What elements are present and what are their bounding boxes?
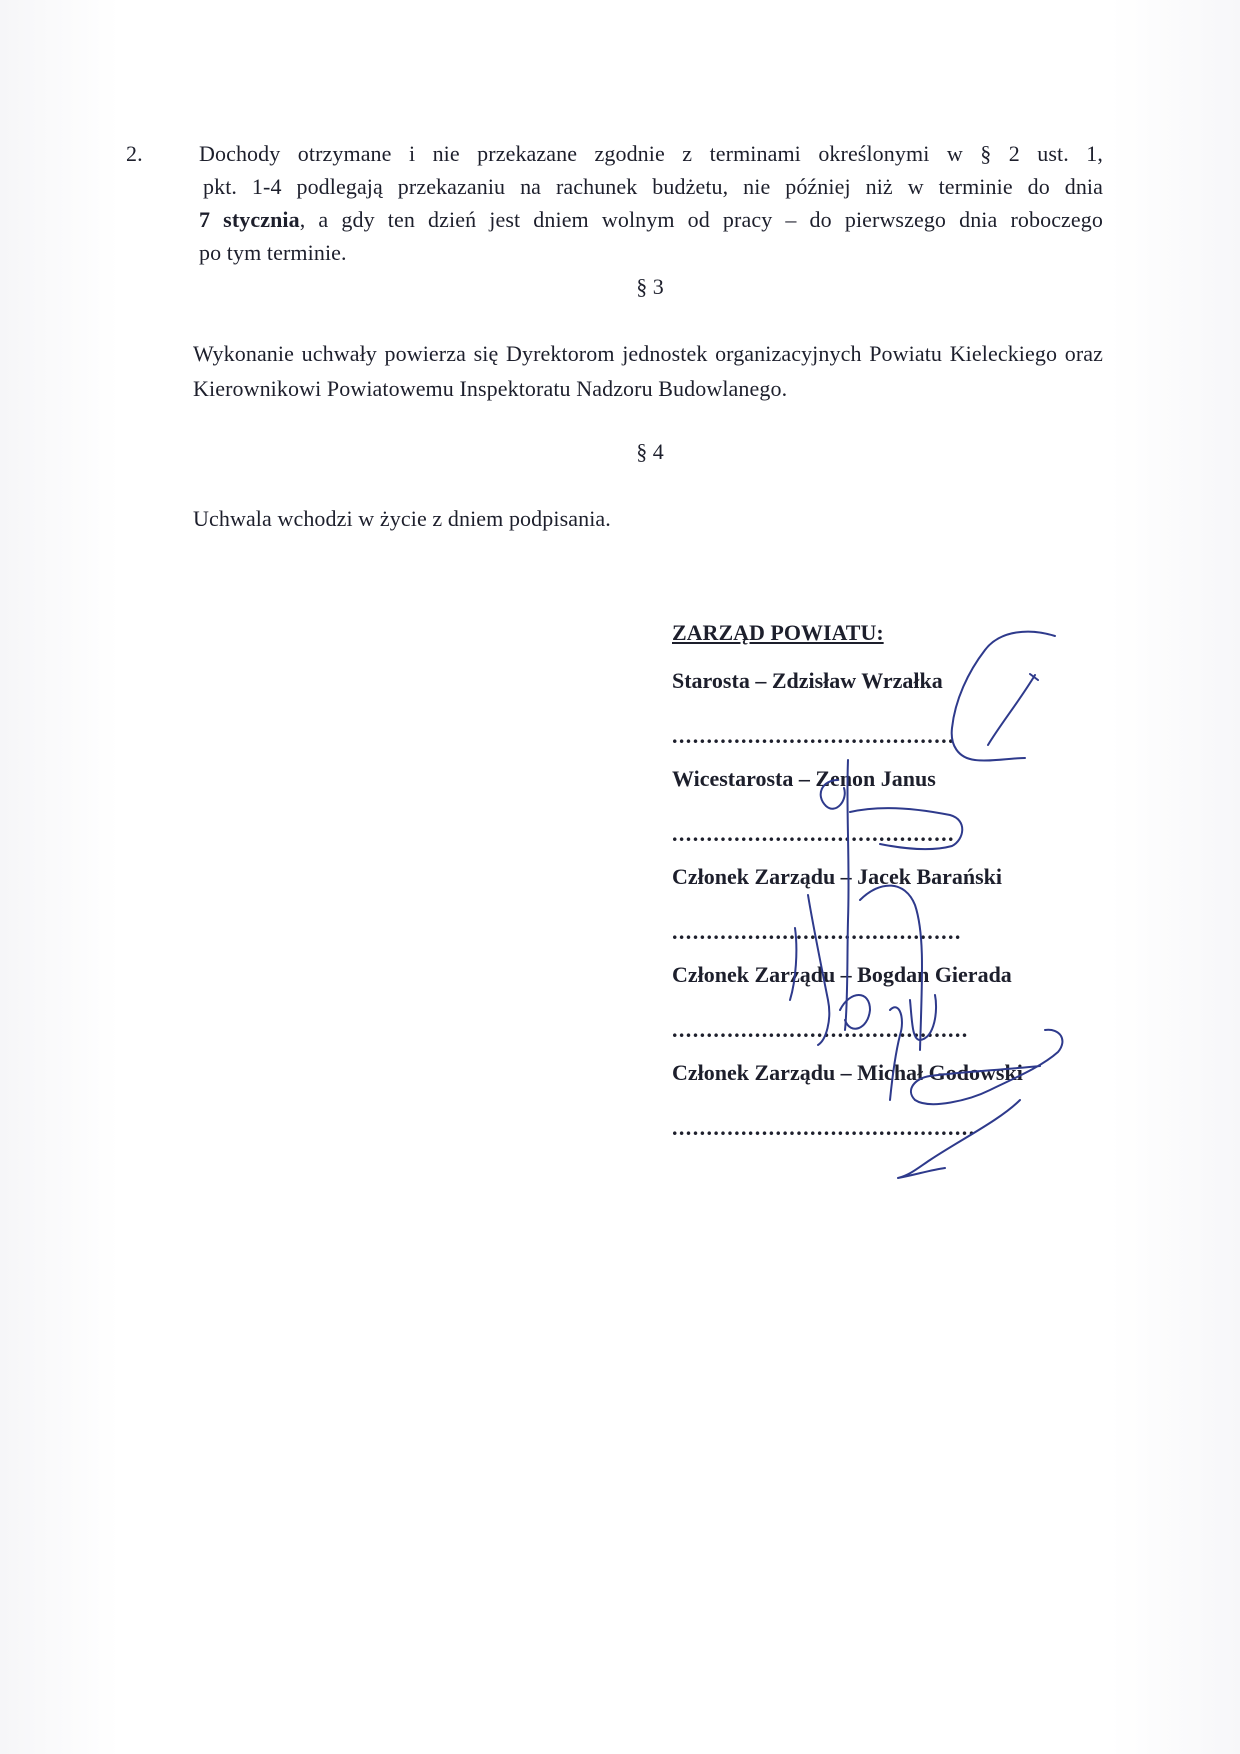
signature-line-godowski: ............................................ — [672, 1115, 976, 1140]
member-godowski: Członek Zarządu – Michał Godowski — [672, 1060, 1023, 1085]
member-baranski: Członek Zarządu – Jacek Barański — [672, 864, 1003, 889]
board-heading: ZARZĄD POWIATU: — [672, 620, 884, 645]
signature-line-gierada: ........................................... — [672, 1017, 969, 1042]
signature-line-baranski: .......................................... — [672, 919, 962, 944]
item-2-line-4: po tym terminie. — [199, 240, 347, 265]
signature-line-starosta: ......................................... — [672, 723, 955, 748]
item-2-line-2: pkt. 1-4 podlegają przekazaniu na rachunek budżetu, nie później niż w terminie do dnia — [203, 174, 1103, 199]
member-gierada: Członek Zarządu – Bogdan Gierada — [672, 962, 1012, 987]
signature-line-wicestarosta: ......................................... — [672, 821, 955, 846]
section-4-body: Uchwala wchodzi w życie z dniem podpisania. — [193, 506, 611, 531]
section-3-body: Wykonanie uchwały powierza się Dyrektorom jednostek organizacyjnych Powiatu Kieleckiego oraz Kierownikowi Powiatowemu Inspektoratu Nadzoru Budowlanego. — [193, 341, 1103, 401]
item-2-line-3 — [199, 203, 1103, 236]
section-4-heading: § 4 — [636, 439, 664, 464]
item-2-line-3-rest: , a gdy ten dzień jest dniem wolnym od pracy – do pierwszego dnia roboczego — [299, 207, 1103, 232]
item-number: 2. — [126, 141, 143, 166]
item-2-paragraph — [199, 137, 1103, 269]
item-2-line-1: Dochody otrzymane i nie przekazane zgodnie z terminami określonymi w § 2 ust. 1, — [199, 141, 1103, 166]
member-starosta: Starosta – Zdzisław Wrzałka — [672, 668, 943, 693]
member-wicestarosta: Wicestarosta – Zenon Janus — [672, 766, 936, 791]
section-3-heading: § 3 — [636, 274, 664, 299]
deadline-date: 7 stycznia — [199, 207, 300, 232]
